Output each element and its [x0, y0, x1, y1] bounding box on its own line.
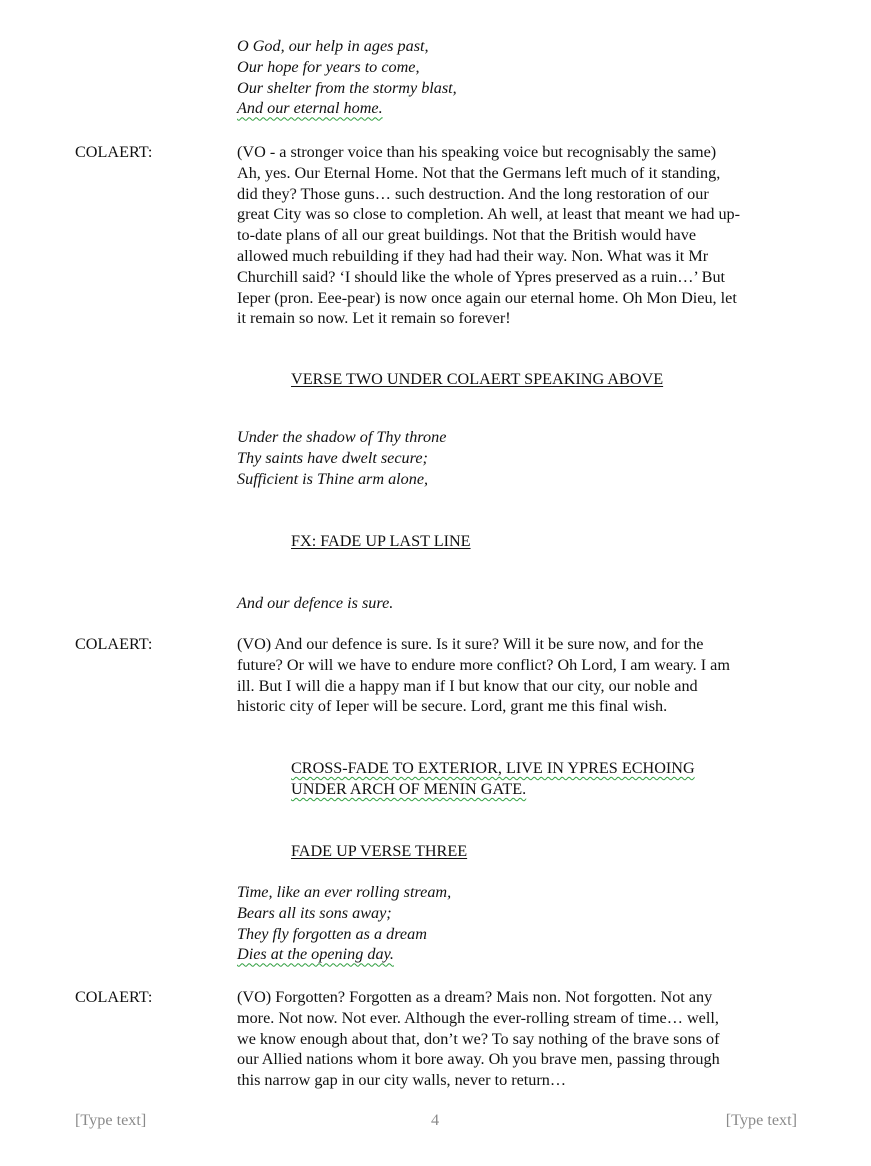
speech-2: [237, 634, 807, 717]
stage-direction: [291, 758, 791, 800]
speaker-label: COLAERT:: [75, 143, 153, 161]
speaker-label: COLAERT:: [75, 635, 153, 653]
hymn-line: Our hope for years to come,: [237, 57, 420, 76]
footer-right[interactable]: [Type text]: [725, 1111, 797, 1129]
hymn-line: Bears all its sons away;: [237, 903, 392, 922]
hymn-line: Our shelter from the stormy blast,: [237, 78, 457, 97]
speech-line: ill. But I will die a happy man if I but know that our city, our noble and: [237, 676, 698, 695]
hymn-verse-1: [237, 36, 807, 119]
hymn-line: Under the shadow of Thy throne: [237, 428, 447, 446]
stage-direction: FX: FADE UP LAST LINE: [291, 532, 471, 550]
speech-line: (VO - a stronger voice than his speaking voice but recognisably the same): [237, 143, 717, 161]
speech-line: Churchill said? ‘I should like the whole of Ypres preserved as a ruin…’ But: [237, 267, 726, 286]
speech-line: more. Not now. Not ever. Although the ever-rolling stream of time… well,: [237, 1008, 719, 1027]
speech-line: great City was so close to completion. Ah well, at least that meant we had up-: [237, 205, 741, 224]
speech-line: this narrow gap in our city walls, never to return…: [237, 1071, 567, 1090]
speech-line: historic city of Ieper will be secure. Lord, grant me this final wish.: [237, 697, 668, 716]
hymn-line: Dies at the opening day.: [237, 945, 394, 964]
hymn-line: O God, our help in ages past,: [237, 37, 429, 55]
hymn-line: Thy saints have dwelt secure;: [237, 448, 428, 467]
hymn-verse-2: [237, 427, 807, 489]
footer-left[interactable]: [Type text]: [75, 1111, 147, 1129]
hymn-line: Time, like an ever rolling stream,: [237, 883, 452, 901]
hymn-line: And our defence is sure.: [237, 594, 394, 612]
speech-line: (VO) And our defence is sure. Is it sure? Will it be sure now, and for the: [237, 635, 704, 653]
page-number: 4: [431, 1111, 440, 1129]
speech-line: Ieper (pron. Eee-pear) is now once again our eternal home. Oh Mon Dieu, let: [237, 288, 737, 307]
speech-line: our Allied nations whom it bore away. Oh you brave men, passing through: [237, 1050, 720, 1069]
hymn-verse-3: [237, 882, 807, 965]
speech-line: did they? Those guns… such destruction. And the long restoration of our: [237, 184, 709, 203]
hymn-line: They fly forgotten as a dream: [237, 924, 427, 943]
speech-line: Ah, yes. Our Eternal Home. Not that the Germans left much of it standing,: [237, 163, 721, 182]
hymn-line: Sufficient is Thine arm alone,: [237, 469, 429, 488]
speech-line: it remain so now. Let it remain so forever!: [237, 309, 511, 328]
stage-direction: VERSE TWO UNDER COLAERT SPEAKING ABOVE: [291, 370, 664, 388]
speech-line: we know enough about that, don’t we? To say nothing of the brave sons of: [237, 1029, 720, 1048]
speech-line: future? Or will we have to endure more conflict? Oh Lord, I am weary. I am: [237, 655, 730, 674]
speech-1: [237, 142, 807, 329]
speech-3: [237, 987, 807, 1091]
direction-line: CROSS-FADE TO EXTERIOR, LIVE IN YPRES ECHOING: [291, 759, 695, 777]
speaker-label: COLAERT:: [75, 988, 153, 1006]
speech-line: to-date plans of all our great buildings. Not that the British would have: [237, 226, 697, 245]
direction-line: UNDER ARCH OF MENIN GATE.: [291, 779, 527, 798]
speech-line: (VO) Forgotten? Forgotten as a dream? Mais non. Not forgotten. Not any: [237, 988, 713, 1006]
hymn-line: And our eternal home.: [237, 99, 383, 118]
stage-direction: FADE UP VERSE THREE: [291, 842, 468, 860]
speech-line: allowed much rebuilding if they had had their way. Non. What was it Mr: [237, 246, 709, 265]
